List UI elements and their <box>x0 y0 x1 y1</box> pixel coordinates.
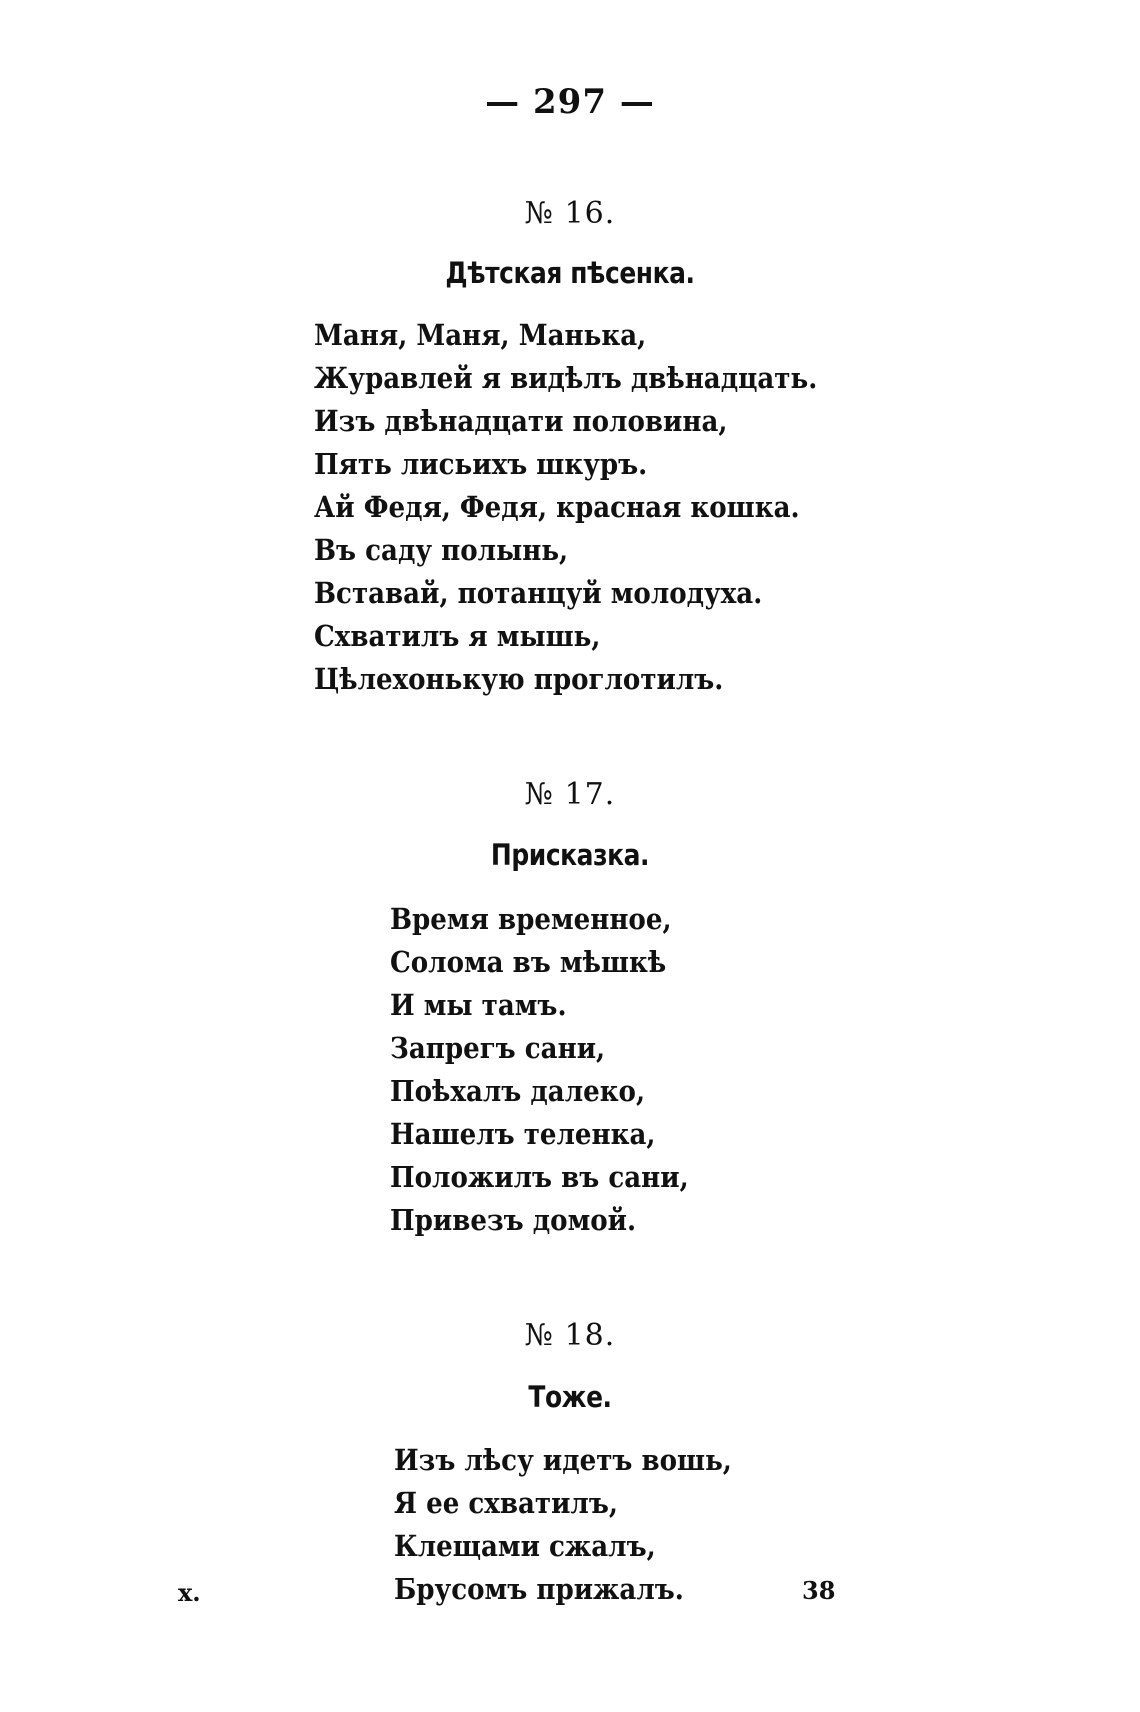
verse-line: Въ саду полынь, <box>314 533 569 567</box>
verse-line: Журавлей я видѣлъ двѣнадцать. <box>314 361 818 395</box>
song-number: № 18. <box>524 1318 616 1353</box>
verse <box>314 314 873 701</box>
verse-line: Схватилъ я мышь, <box>314 619 601 653</box>
verse-line: Запрегъ сани, <box>390 1031 606 1065</box>
song-title: Присказка. <box>490 838 650 872</box>
verse-line: Ай Федя, Федя, красная кошка. <box>314 490 800 524</box>
verse-line: Время временное, <box>390 902 672 936</box>
page-number: — 297 — <box>485 82 655 122</box>
sheet-number: 38 <box>802 1576 836 1605</box>
verse <box>394 1439 769 1611</box>
verse-line: Солома въ мѣшкѣ <box>390 945 667 979</box>
song-title: Дѣтская пѣсенка. <box>445 256 695 290</box>
verse-line: Изъ двѣнадцати половина, <box>314 404 728 438</box>
verse-line: Положилъ въ сани, <box>390 1160 689 1194</box>
song-number: № 17. <box>524 777 616 812</box>
song-title: Тоже. <box>528 1380 612 1414</box>
signature-mark: x. <box>178 1578 201 1607</box>
verse-line: Пять лисьихъ шкуръ. <box>314 447 648 481</box>
verse-line: И мы тамъ. <box>390 988 567 1022</box>
song-number: № 16. <box>524 196 616 231</box>
verse-line: Привезъ домой. <box>390 1203 637 1237</box>
verse-line: Брусомъ прижалъ. <box>394 1572 684 1606</box>
verse-line: Я ее схватилъ, <box>394 1486 618 1520</box>
verse <box>390 898 722 1242</box>
verse-line: Поѣхалъ далеко, <box>390 1074 646 1108</box>
verse-line: Маня, Маня, Манька, <box>314 318 647 352</box>
verse-line: Вставай, потанцуй молодуха. <box>314 576 763 610</box>
verse-line: Изъ лѣсу идетъ вошь, <box>394 1443 732 1477</box>
verse-line: Нашелъ теленка, <box>390 1117 656 1151</box>
verse-line: Цѣлехонькую проглотилъ. <box>314 662 724 696</box>
verse-line: Клещами сжалъ, <box>394 1529 656 1563</box>
